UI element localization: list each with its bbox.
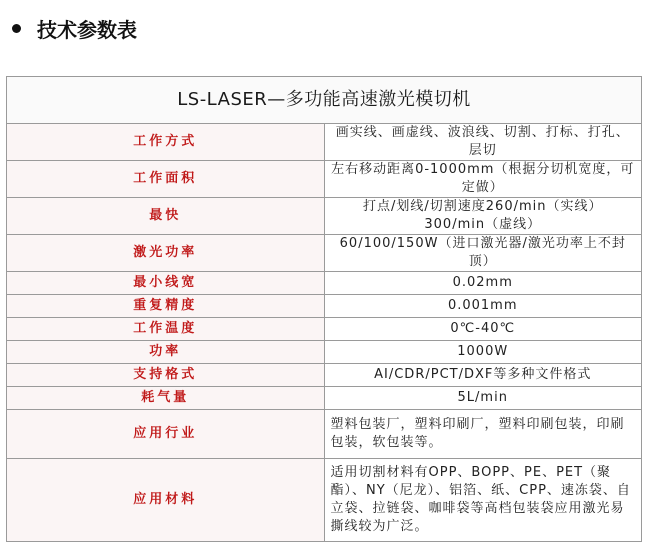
table-row xyxy=(7,124,642,161)
row-value-work-mode: 画实线、画虚线、波浪线、切割、打标、打孔、层切 xyxy=(324,124,642,161)
row-value-max-speed: 打点/划线/切割速度260/min（实线） 300/min（虚线） xyxy=(324,198,642,235)
row-label-supported-formats: 支持格式 xyxy=(7,364,325,387)
row-label-industries: 应用行业 xyxy=(7,410,325,459)
bullet-icon xyxy=(12,24,21,33)
table-row xyxy=(7,198,642,235)
table-row xyxy=(7,364,642,387)
table-row xyxy=(7,272,642,295)
table-title-row xyxy=(7,77,642,124)
row-value-supported-formats: AI/CDR/PCT/DXF等多种文件格式 xyxy=(324,364,642,387)
row-value-laser-power: 60/100/150W（进口激光器/激光功率上不封顶） xyxy=(324,235,642,272)
table-row xyxy=(7,459,642,542)
row-label-work-area: 工作面积 xyxy=(7,161,325,198)
row-value-work-temperature: 0℃-40℃ xyxy=(324,318,642,341)
table-row xyxy=(7,410,642,459)
row-value-industries: 塑料包装厂，塑料印刷厂，塑料印刷包装，印刷包装，软包装等。 xyxy=(324,410,642,459)
row-label-min-line-width: 最小线宽 xyxy=(7,272,325,295)
row-label-materials: 应用材料 xyxy=(7,459,325,542)
row-label-laser-power: 激光功率 xyxy=(7,235,325,272)
spec-table xyxy=(6,76,642,542)
table-title: LS-LASER—多功能高速激光模切机 xyxy=(7,77,642,124)
heading-text: 技术参数表 xyxy=(37,17,137,42)
row-label-max-speed: 最快 xyxy=(7,198,325,235)
row-label-power: 功率 xyxy=(7,341,325,364)
table-row xyxy=(7,295,642,318)
row-value-repeat-precision: 0.001mm xyxy=(324,295,642,318)
row-label-work-temperature: 工作温度 xyxy=(7,318,325,341)
table-row xyxy=(7,161,642,198)
row-value-power: 1000W xyxy=(324,341,642,364)
row-label-repeat-precision: 重复精度 xyxy=(7,295,325,318)
table-row xyxy=(7,235,642,272)
row-value-work-area: 左右移动距离0-1000mm（根据分切机宽度，可定做） xyxy=(324,161,642,198)
row-value-min-line-width: 0.02mm xyxy=(324,272,642,295)
table-row xyxy=(7,387,642,410)
table-row xyxy=(7,341,642,364)
row-value-air-consumption: 5L/min xyxy=(324,387,642,410)
row-label-work-mode: 工作方式 xyxy=(7,124,325,161)
section-heading xyxy=(12,10,137,46)
table-row xyxy=(7,318,642,341)
row-label-air-consumption: 耗气量 xyxy=(7,387,325,410)
row-value-materials: 适用切割材料有OPP、BOPP、PE、PET（聚酯）、NY（尼龙）、铝箔、纸、CPP、速冻袋、自立袋、拉链袋、咖啡袋等高档包装袋应用激光易撕线较为广泛。 xyxy=(324,459,642,542)
